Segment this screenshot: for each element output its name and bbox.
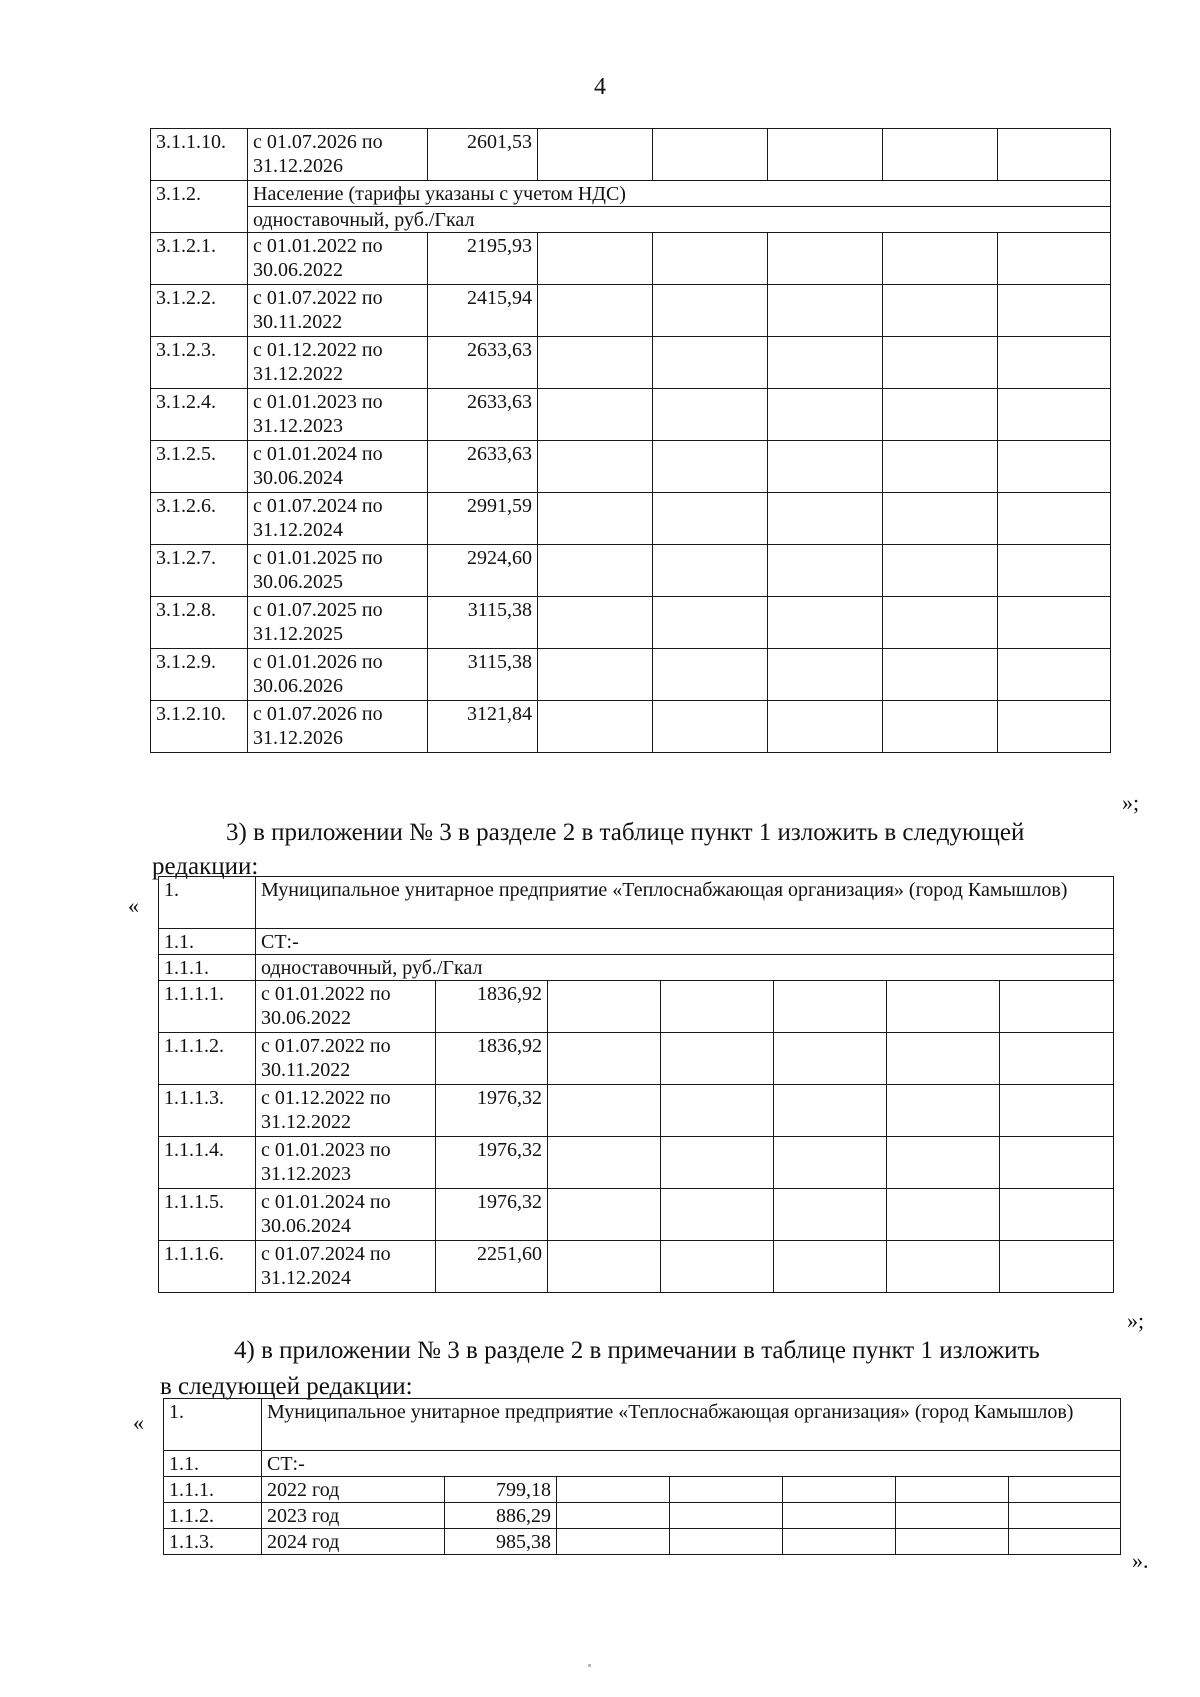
empty-cell [548,1033,661,1085]
header-title: одноставочный, руб./Гкал [256,955,1114,981]
tariff-value: 1976,32 [436,1189,548,1241]
empty-cell [653,597,768,649]
empty-cell [774,981,887,1033]
period-cell: с 01.07.2026 по 31.12.2026 [248,701,428,753]
tariff-value: 2924,60 [428,545,538,597]
empty-cell [783,1529,896,1555]
empty-cell [998,389,1111,441]
empty-cell [557,1477,670,1503]
empty-cell [538,129,653,181]
paragraph-3-line1: 3) в приложении № 3 в разделе 2 в таблице пункт 1 изложить в следующей [226,819,1025,846]
empty-cell [783,1477,896,1503]
row-number: 3.1.2.5. [151,441,248,493]
header-row [159,955,1114,981]
empty-cell [548,1241,661,1293]
empty-cell [653,493,768,545]
tariff-value: 2633,63 [428,337,538,389]
tariff-value: 1836,92 [436,981,548,1033]
tariff-value: 3121,84 [428,701,538,753]
header-title: СТ:- [262,1451,1121,1477]
empty-cell [883,337,998,389]
empty-cell [1000,1033,1114,1085]
empty-cell [768,233,883,285]
empty-cell [883,649,998,701]
empty-cell [883,493,998,545]
empty-cell [998,129,1111,181]
row-number: 3.1.2.9. [151,649,248,701]
empty-cell [557,1503,670,1529]
row-number: 3.1.2.4. [151,389,248,441]
tariff-value: 2195,93 [428,233,538,285]
row-number: 1.1.2. [164,1503,262,1529]
empty-cell [1000,1137,1114,1189]
empty-cell [883,545,998,597]
row-number: 1. [164,1399,262,1451]
row-number: 1.1.1. [159,955,256,981]
empty-cell [998,493,1111,545]
empty-cell [774,1033,887,1085]
row-number: 1. [159,877,256,929]
empty-cell [538,337,653,389]
tariff-value: 799,18 [445,1477,557,1503]
row-number: 1.1.3. [164,1529,262,1555]
empty-cell [653,129,768,181]
empty-cell [998,649,1111,701]
empty-cell [653,389,768,441]
empty-cell [768,129,883,181]
header-title: Муниципальное унитарное предприятие «Теплоснабжающая организация» (город Камышлов) [262,1399,1121,1451]
row-number: 3.1.2.1. [151,233,248,285]
table-row [164,1529,1121,1555]
row-number: 1.1.1.4. [159,1137,256,1189]
row-number: 1.1.1.6. [159,1241,256,1293]
empty-cell [538,545,653,597]
empty-cell [1000,1085,1114,1137]
table-c-closing-quote: ». [1132,1548,1149,1573]
period-cell: с 01.01.2025 по 30.06.2025 [248,545,428,597]
empty-cell [768,337,883,389]
tariff-table-population [150,128,1111,753]
period-cell: с 01.01.2026 по 30.06.2026 [248,649,428,701]
period-cell: с 01.07.2025 по 31.12.2025 [248,597,428,649]
empty-cell [670,1503,783,1529]
empty-cell [998,285,1111,337]
scan-speck [588,1664,591,1667]
period-cell: с 01.12.2022 по 31.12.2022 [256,1085,436,1137]
row-number: 3.1.1.10. [151,129,248,181]
table-row [159,1189,1114,1241]
tariff-value: 2251,60 [436,1241,548,1293]
empty-cell [887,1085,1000,1137]
table-b-closing-quote: »; [1127,1308,1145,1333]
tariff-value: 3115,38 [428,597,538,649]
tariff-value: 985,38 [445,1529,557,1555]
empty-cell [883,285,998,337]
table-row [164,1503,1121,1529]
table-row [151,389,1111,441]
empty-cell [548,1085,661,1137]
table-row [151,493,1111,545]
paragraph-4-line1: 4) в приложении № 3 в разделе 2 в примечании в таблице пункт 1 изложить [234,1337,1040,1364]
table-row [159,1033,1114,1085]
table-row [151,285,1111,337]
row-number: 1.1.1.5. [159,1189,256,1241]
empty-cell [998,701,1111,753]
section-title: Население (тарифы указаны с учетом НДС) [248,181,1111,207]
period-cell: с 01.07.2022 по 30.11.2022 [248,285,428,337]
empty-cell [653,441,768,493]
empty-cell [768,597,883,649]
empty-cell [538,233,653,285]
table-a-closing-quote: »; [1122,790,1140,815]
row-number: 3.1.2.7. [151,545,248,597]
section-subtitle: одноставочный, руб./Гкал [248,207,1111,233]
header-row [164,1399,1121,1451]
empty-cell [538,389,653,441]
empty-cell [548,1189,661,1241]
empty-cell [1009,1529,1121,1555]
empty-cell [1000,981,1114,1033]
header-row [159,877,1114,929]
period-cell: с 01.01.2024 по 30.06.2024 [248,441,428,493]
empty-cell [887,1189,1000,1241]
empty-cell [661,1085,774,1137]
empty-cell [653,337,768,389]
row-number: 3.1.2.3. [151,337,248,389]
empty-cell [661,1189,774,1241]
empty-cell [883,441,998,493]
table-row [159,1241,1114,1293]
empty-cell [883,701,998,753]
tariff-value: 886,29 [445,1503,557,1529]
empty-cell [661,1033,774,1085]
empty-cell [896,1529,1009,1555]
page-number: 4 [594,74,606,100]
empty-cell [548,1137,661,1189]
empty-cell [774,1137,887,1189]
empty-cell [538,493,653,545]
period-cell: с 01.01.2024 по 30.06.2024 [256,1189,436,1241]
table-row [164,1477,1121,1503]
empty-cell [887,1137,1000,1189]
tariff-table-kamyshlov [158,876,1114,1293]
table-row [151,701,1111,753]
tariff-value: 2633,63 [428,441,538,493]
row-number: 3.1.2.8. [151,597,248,649]
tariff-value: 2991,59 [428,493,538,545]
empty-cell [998,233,1111,285]
period-cell: 2022 год [262,1477,445,1503]
empty-cell [887,981,1000,1033]
empty-cell [661,1241,774,1293]
empty-cell [768,389,883,441]
table-row [151,545,1111,597]
row-number: 1.1.1.2. [159,1033,256,1085]
period-cell: с 01.01.2023 по 31.12.2023 [256,1137,436,1189]
note-table-kamyshlov [163,1398,1121,1555]
empty-cell [670,1529,783,1555]
empty-cell [774,1241,887,1293]
empty-cell [768,545,883,597]
table-row [151,337,1111,389]
empty-cell [998,441,1111,493]
row-number: 1.1. [164,1451,262,1477]
table-row [159,1085,1114,1137]
empty-cell [896,1477,1009,1503]
period-cell: 2023 год [262,1503,445,1529]
empty-cell [896,1503,1009,1529]
empty-cell [774,1189,887,1241]
empty-cell [653,649,768,701]
empty-cell [548,981,661,1033]
header-row [159,929,1114,955]
row-number: 3.1.2.2. [151,285,248,337]
paragraph-4-line2: в следующей редакции: [160,1373,413,1400]
period-cell: с 01.01.2023 по 31.12.2023 [248,389,428,441]
empty-cell [661,981,774,1033]
row-number: 3.1.2.10. [151,701,248,753]
row-number: 1.1.1.1. [159,981,256,1033]
tariff-value: 3115,38 [428,649,538,701]
period-cell: с 01.07.2022 по 30.11.2022 [256,1033,436,1085]
table-c-open-quote: « [133,1410,144,1435]
section-subrow [151,207,1111,233]
empty-cell [768,285,883,337]
table-row [151,597,1111,649]
empty-cell [538,597,653,649]
empty-cell [887,1241,1000,1293]
empty-cell [883,389,998,441]
row-number: 1.1. [159,929,256,955]
empty-cell [768,701,883,753]
tariff-value: 1976,32 [436,1085,548,1137]
empty-cell [883,233,998,285]
table-row [151,129,1111,181]
paragraph-3-line2: редакции: [152,853,259,880]
section-row [151,181,1111,207]
tariff-value: 1836,92 [436,1033,548,1085]
row-number: 3.1.2.6. [151,493,248,545]
empty-cell [883,129,998,181]
period-cell: с 01.12.2022 по 31.12.2022 [248,337,428,389]
empty-cell [1000,1189,1114,1241]
header-row [164,1451,1121,1477]
period-cell: с 01.01.2022 по 30.06.2022 [256,981,436,1033]
period-cell: с 01.07.2026 по 31.12.2026 [248,129,428,181]
empty-cell [1009,1477,1121,1503]
period-cell: с 01.07.2024 по 31.12.2024 [256,1241,436,1293]
empty-cell [998,337,1111,389]
empty-cell [538,285,653,337]
tariff-value: 2415,94 [428,285,538,337]
empty-cell [538,649,653,701]
header-title: Муниципальное унитарное предприятие «Теплоснабжающая организация» (город Камышлов) [256,877,1114,929]
table-b-open-quote: « [128,893,139,918]
empty-cell [1009,1503,1121,1529]
empty-cell [538,441,653,493]
tariff-value: 2633,63 [428,389,538,441]
table-row [159,981,1114,1033]
empty-cell [1000,1241,1114,1293]
table-row [159,1137,1114,1189]
tariff-value: 2601,53 [428,129,538,181]
empty-cell [653,233,768,285]
empty-cell [887,1033,1000,1085]
empty-cell [661,1137,774,1189]
row-number: 1.1.1.3. [159,1085,256,1137]
empty-cell [883,597,998,649]
empty-cell [653,285,768,337]
empty-cell [998,545,1111,597]
period-cell: с 01.01.2022 по 30.06.2022 [248,233,428,285]
row-number: 1.1.1. [164,1477,262,1503]
tariff-value: 1976,32 [436,1137,548,1189]
empty-cell [768,493,883,545]
empty-cell [653,701,768,753]
table-row [151,233,1111,285]
empty-cell [768,441,883,493]
empty-cell [670,1477,783,1503]
period-cell: с 01.07.2024 по 31.12.2024 [248,493,428,545]
table-row [151,649,1111,701]
table-row [151,441,1111,493]
empty-cell [783,1503,896,1529]
empty-cell [557,1529,670,1555]
row-number: 3.1.2. [151,181,248,233]
empty-cell [774,1085,887,1137]
empty-cell [653,545,768,597]
empty-cell [768,649,883,701]
empty-cell [998,597,1111,649]
period-cell: 2024 год [262,1529,445,1555]
empty-cell [538,701,653,753]
header-title: СТ:- [256,929,1114,955]
